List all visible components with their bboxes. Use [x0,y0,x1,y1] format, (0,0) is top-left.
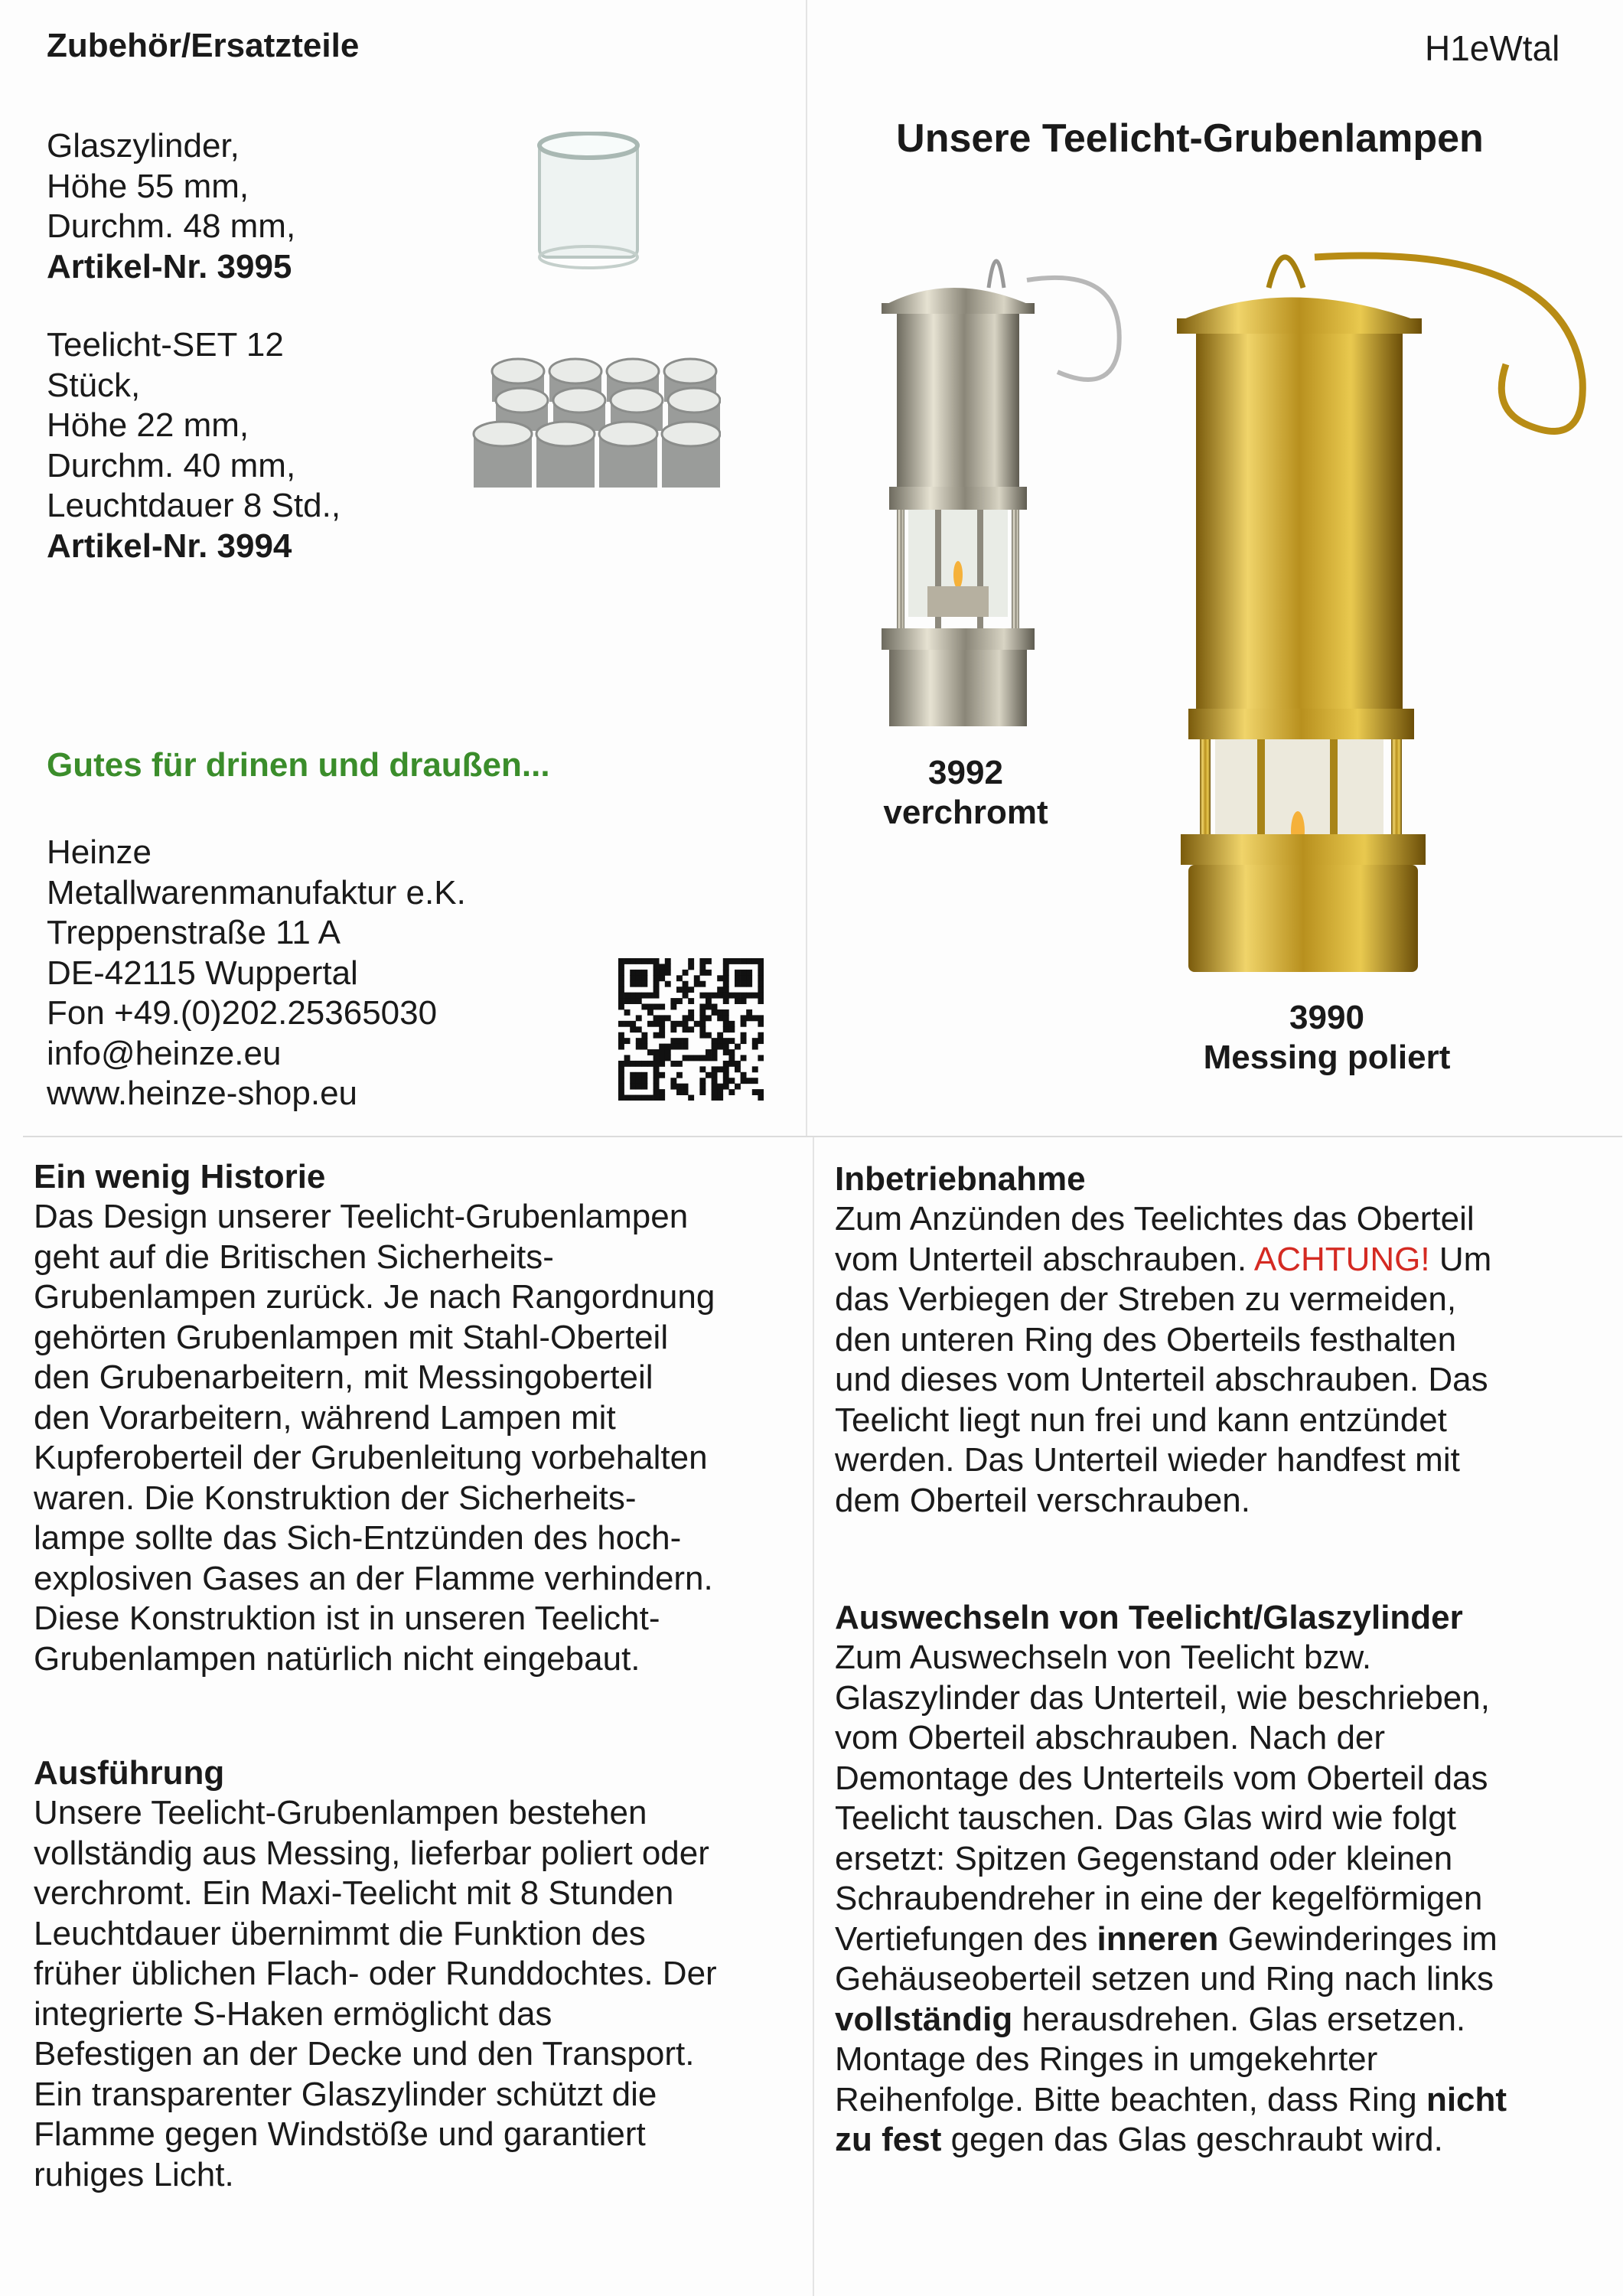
text-segment: Um [1429,1240,1492,1278]
paragraph-line [34,1318,715,1358]
text-segment: vom Oberteil abschrauben. Nach der [835,1719,1386,1756]
warning-text: ACHTUNG! [1253,1240,1430,1278]
section-replacement [835,1598,1507,2161]
accessory-line: Glaszylinder, [47,127,240,165]
tealight [536,422,595,488]
paragraph-line [34,1398,715,1439]
paragraph-line [34,1358,715,1398]
tealight [662,422,720,488]
text-segment: Demontage des Unterteils vom Oberteil das [835,1759,1488,1797]
products-title: Unsere Teelicht-Grubenlampen [896,116,1484,161]
text-segment: Flamme gegen Windstöße und garantiert [34,2115,646,2153]
fold-line-horizontal [23,1136,1622,1137]
text-segment: Das Design unserer Teelicht-Grubenlampen [34,1198,689,1235]
email-link[interactable]: info@heinze.eu [47,1034,282,1072]
accessory-line: Höhe 55 mm, [47,167,249,205]
paragraph-line [34,2115,717,2155]
paragraph-line [34,1277,715,1318]
company-legal: Metallwarenmanufaktur e.K. [47,873,466,912]
text-segment: Vertiefungen des [835,1919,1097,1958]
text-segment: Gehäuseoberteil setzen und Ring nach links [835,1960,1494,1998]
qr-code[interactable] [618,958,764,1101]
product-number: 3990 [1289,999,1364,1036]
paragraph-line [835,1481,1491,1521]
paragraph-line [835,1638,1507,1678]
city: DE-42115 Wuppertal [47,954,358,992]
section-title: Zubehör/Ersatzteile [47,27,360,64]
paragraph-line [34,1599,715,1639]
text-segment: werden. Das Unterteil wieder handfest mit [835,1441,1460,1479]
emphasis-text: nicht [1426,2080,1507,2118]
text-segment: den Vorarbeitern, während Lampen mit [34,1398,616,1437]
text-segment: herausdrehen. Glas ersetzen. [1012,2000,1466,2038]
paragraph-line [34,2155,717,2196]
lamp-chrome-image [874,234,1134,732]
text-segment: lampe sollte das Sich-Entzünden des hoch- [34,1519,682,1557]
paragraph-line [34,2075,717,2115]
section-history [34,1157,715,1679]
emphasis-text: zu fest [835,2121,942,2158]
text-segment: Reihenfolge. Bitte beachten, dass Ring [835,2080,1426,2118]
paragraph-line [835,1320,1491,1361]
fold-line-bottom [813,1137,814,2296]
article-number: Artikel-Nr. 3994 [47,527,292,565]
paragraph-line [835,1718,1507,1759]
text-segment: dem Oberteil verschrauben. [835,1481,1250,1519]
paragraph-line [835,1240,1491,1280]
paragraph-line [835,1759,1507,1799]
product-chrome-label [851,753,1080,833]
emphasis-text: inneren [1097,1919,1219,1958]
tealight [599,422,657,488]
paragraph-line [835,2000,1507,2040]
accessory-line: Höhe 22 mm, [47,406,249,444]
product-finish: verchromt [883,794,1048,831]
text-segment: Leuchtdauer übernimmt die Funktion des [34,1914,646,1952]
product-brass-label [1174,998,1480,1078]
paragraph-line [835,1401,1491,1441]
paragraph-line [34,1479,715,1519]
text-segment: Schraubendreher in eine der kegelförmigen [835,1880,1483,1917]
text-segment: verchromt. Ein Maxi-Teelicht mit 8 Stunden [34,1874,674,1912]
accessory-tealight-set [47,325,341,566]
text-segment: das Verbiegen der Streben zu vermeiden, [835,1280,1457,1318]
text-segment: geht auf die Britischen Sicherheits- [34,1238,554,1276]
section-heading: Inbetriebnahme [835,1160,1086,1198]
text-segment: Kupferoberteil der Grubenleitung vorbehalten [34,1439,708,1476]
paragraph-line [835,1919,1507,1960]
accessory-line: Durchm. 40 mm, [47,446,296,484]
glass-cylinder-image [533,132,644,273]
website-link[interactable]: www.heinze-shop.eu [47,1075,358,1112]
section-operation [835,1159,1491,1521]
section-heading: Ein wenig Historie [34,1158,326,1195]
text-segment: Teelicht liegt nun frei und kann entzündet [835,1401,1447,1439]
paragraph-line [835,1440,1491,1481]
tealight-set-image [461,356,721,501]
phone: Fon +49.(0)202.25365030 [47,994,438,1032]
text-segment: explosiven Gases an der Flamme verhindern. [34,1559,713,1597]
section-heading: Ausführung [34,1754,225,1792]
contact-address [47,833,466,1114]
article-number: Artikel-Nr. 3995 [47,247,292,285]
text-segment: ruhiges Licht. [34,2155,234,2193]
section-heading: Auswechseln von Teelicht/Glaszylinder [835,1599,1463,1636]
text-segment: früher üblichen Flach- oder Runddochtes. Der [34,1955,717,1992]
corner-mark: H1eWtal [1425,28,1560,68]
text-segment: Unsere Teelicht-Grubenlampen bestehen [34,1794,647,1831]
text-segment: vom Unterteil abschrauben. [835,1240,1254,1278]
accessory-line: Durchm. 48 mm, [47,207,296,245]
paragraph-line [34,1559,715,1600]
paragraph-line [34,1238,715,1278]
company-name: Heinze [47,833,152,871]
paragraph-line [835,1678,1507,1719]
paragraph-line [835,1879,1507,1919]
paragraph-line [835,2120,1507,2161]
paragraph-line [34,1518,715,1559]
text-segment: Montage des Ringes in umgekehrter [835,2040,1378,2078]
text-segment: Befestigen an der Decke und den Transport. [34,2035,695,2073]
text-segment: ersetzt: Spitzen Gegenstand oder kleinen [835,1839,1453,1877]
text-segment: Zum Auswechseln von Teelicht bzw. [835,1639,1372,1676]
paragraph-line [835,1799,1507,1839]
paragraph-line [34,1994,717,2035]
text-segment: integrierte S-Haken ermöglicht das [34,1994,552,2033]
lamp-brass-base [1169,834,1445,976]
paragraph-line [835,2040,1507,2080]
paragraph-line [34,1793,717,1834]
paragraph-line [34,1914,717,1955]
text-segment: Grubenlampen zurück. Je nach Rangordnung [34,1278,715,1316]
paragraph-line [34,1874,717,1914]
text-segment: gehörten Grubenlampen mit Stahl-Oberteil [34,1318,669,1356]
paragraph-line [34,1954,717,1994]
text-segment: Glaszylinder das Unterteil, wie beschrieben, [835,1678,1490,1717]
text-segment: Teelicht tauschen. Das Glas wird wie folgt [835,1799,1456,1837]
text-segment: gegen das Glas geschraubt wird. [941,2121,1443,2158]
paragraph-line [835,1199,1491,1240]
paragraph-line [835,2080,1507,2121]
paragraph-line [34,1639,715,1680]
text-segment: und dieses vom Unterteil abschrauben. Das [835,1361,1488,1398]
text-segment: den Grubenarbeitern, mit Messingoberteil [34,1358,653,1396]
paragraph-line [34,1834,717,1874]
tealight [474,422,532,488]
text-segment: Gewinderinges im [1218,1919,1498,1958]
fold-line-top [806,0,807,1136]
product-number: 3992 [928,754,1003,791]
paragraph-line [34,2034,717,2075]
accessory-line: Leuchtdauer 8 Std., [47,487,341,524]
emphasis-text: vollständig [835,2000,1013,2038]
text-segment: Zum Anzünden des Teelichtes das Oberteil [835,1200,1475,1238]
text-segment: Grubenlampen natürlich nicht eingebaut. [34,1639,640,1678]
paragraph-line [34,1438,715,1479]
text-segment: waren. Die Konstruktion der Sicherheits- [34,1479,637,1517]
accessory-glass-cylinder [47,126,295,287]
section-design [34,1753,717,2195]
paragraph-line [835,1280,1491,1320]
text-segment: Diese Konstruktion ist in unseren Teelicht- [34,1600,660,1637]
text-segment: vollständig aus Messing, lieferbar poliert oder [34,1834,709,1872]
slogan: Gutes für drinen und draußen... [47,746,550,784]
text-segment: Ein transparenter Glaszylinder schützt die [34,2075,657,2113]
accessory-line: Stück, [47,366,141,404]
paragraph-line [835,1360,1491,1401]
paragraph-line [835,1839,1507,1880]
paragraph-line [34,1197,715,1238]
text-segment: den unteren Ring des Oberteils festhalten [835,1320,1457,1358]
street: Treppenstraße 11 A [47,914,341,951]
paragraph-line [835,1959,1507,2000]
product-finish: Messing poliert [1203,1039,1451,1076]
accessory-line: Teelicht-SET 12 [47,326,284,364]
